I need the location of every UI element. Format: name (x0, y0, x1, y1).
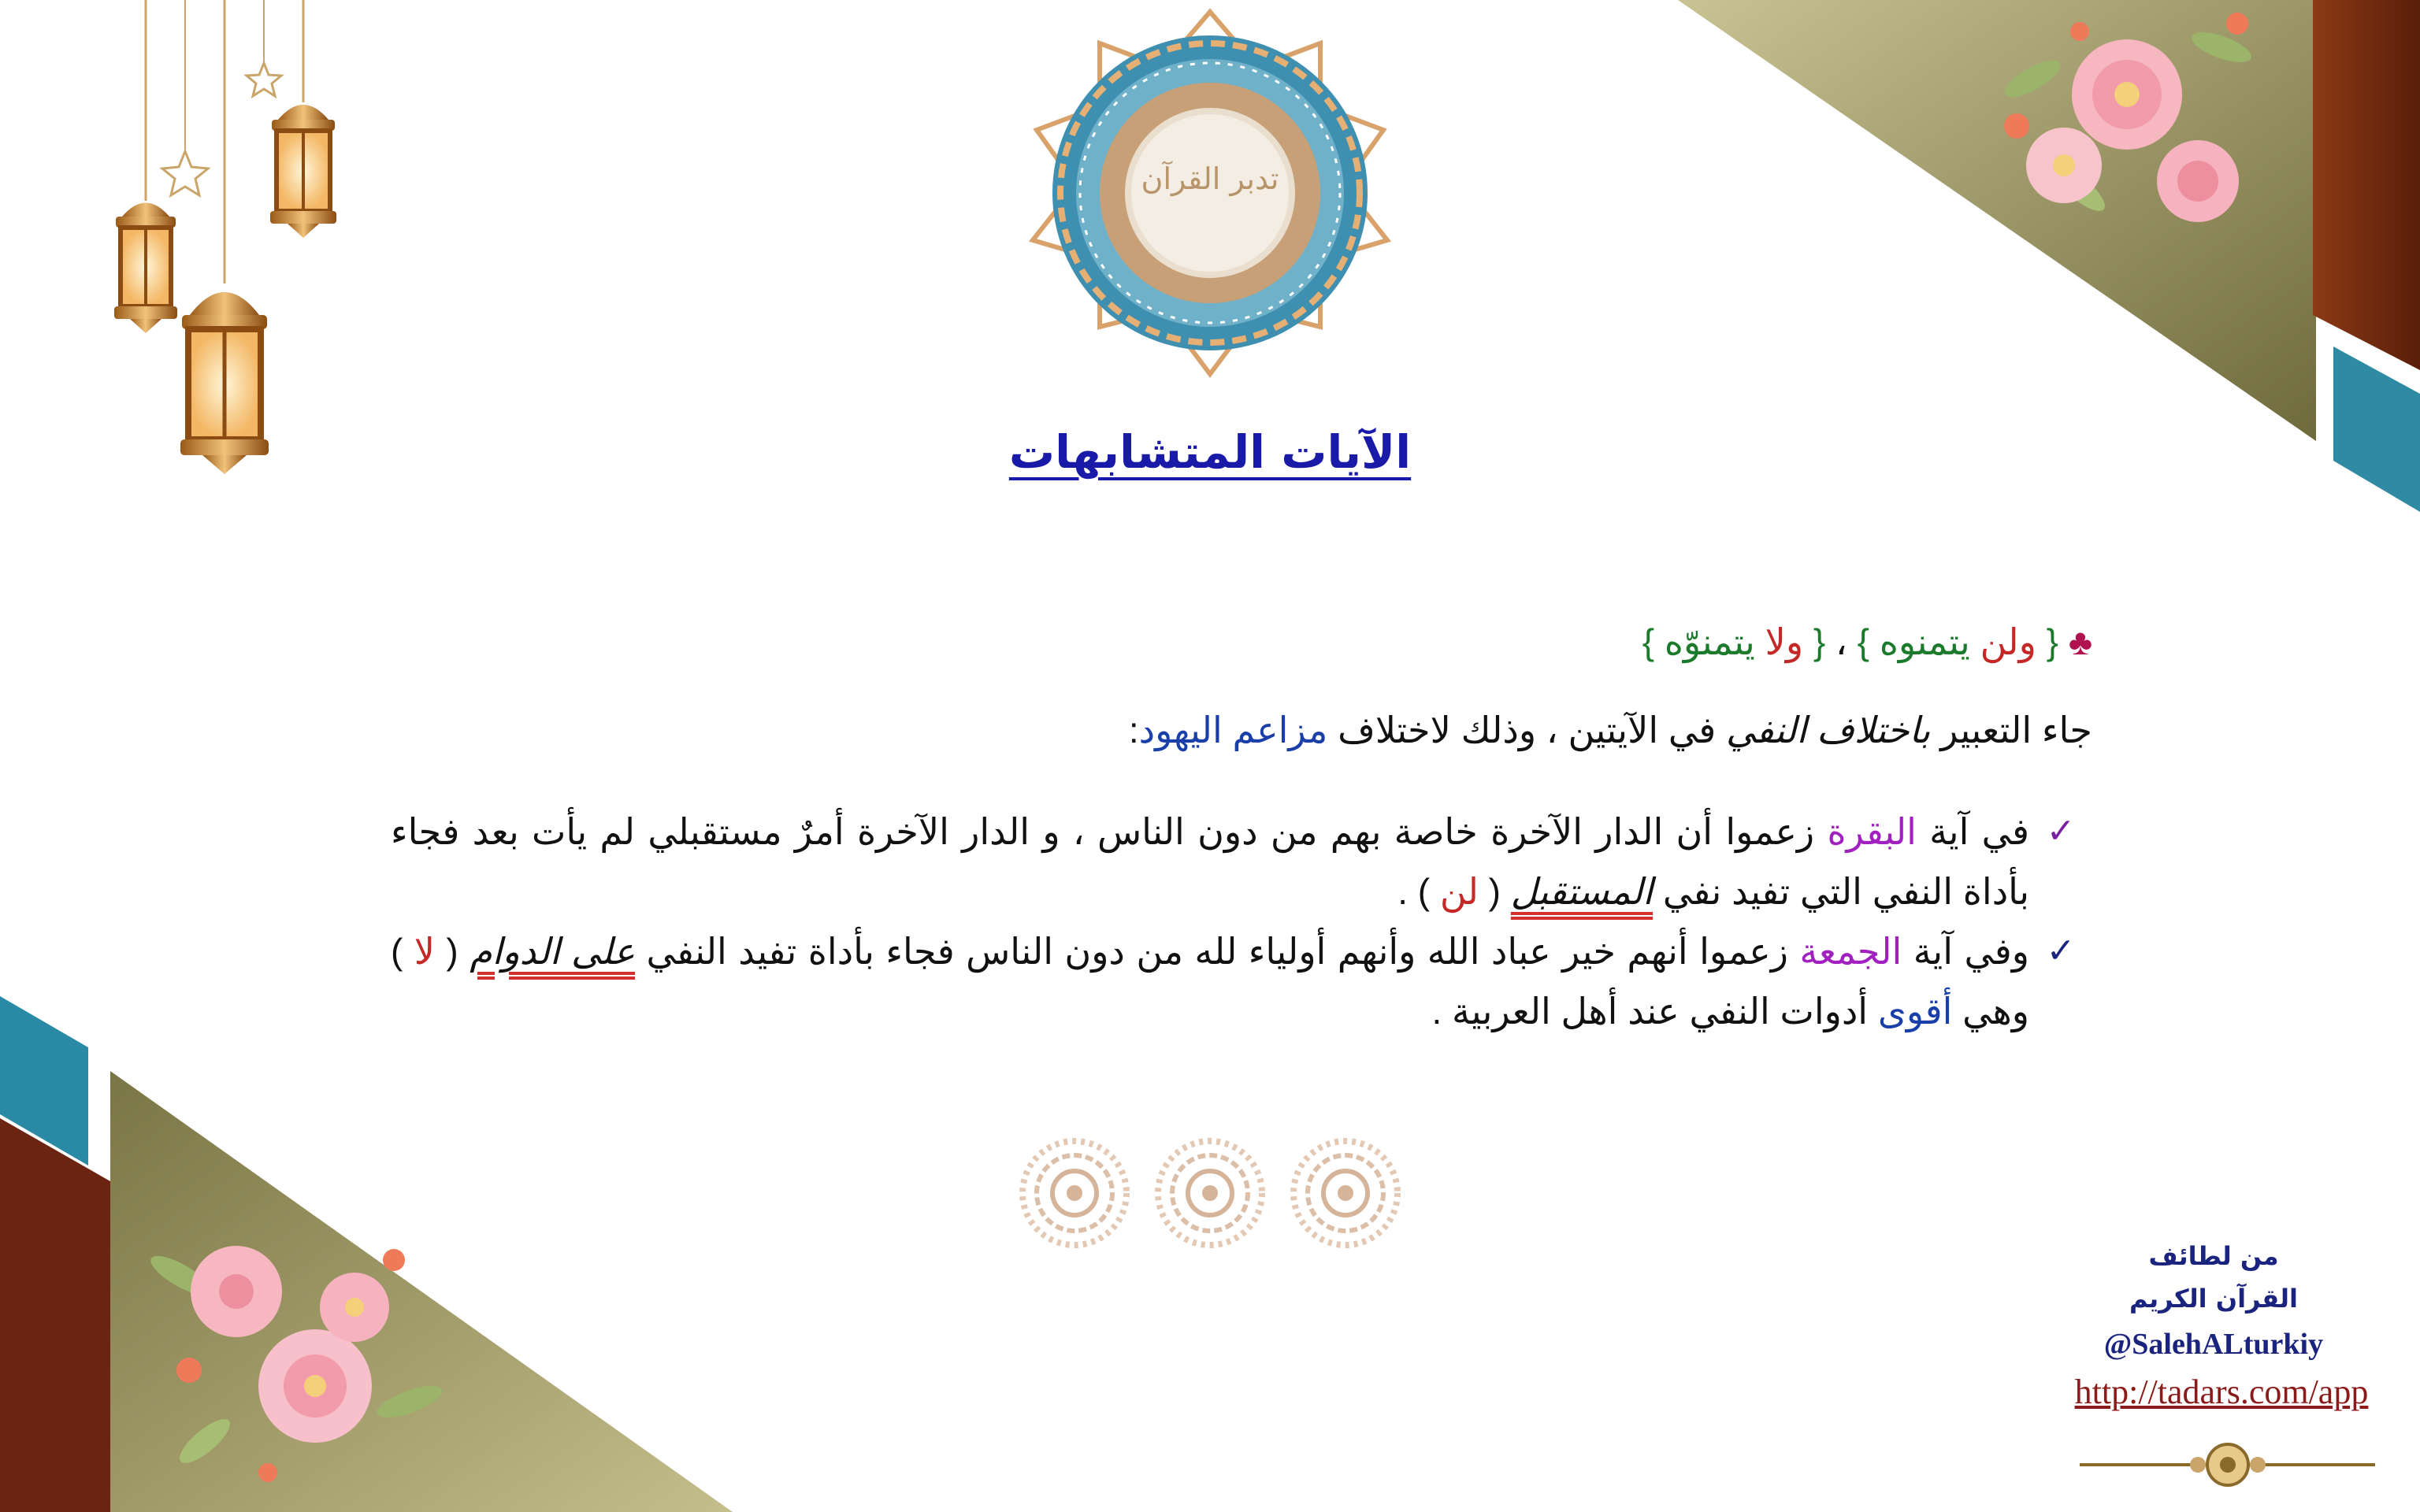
bullet-item (299, 802, 2092, 921)
website-link[interactable]: http://tadars.com/app (2074, 1373, 2369, 1411)
underlined-term: المستقبل (1510, 871, 1654, 912)
verse-open-2: { (1803, 621, 1826, 662)
credit-line-2: القرآن الكريم (2129, 1284, 2298, 1314)
negation-tool: لن (1439, 871, 1479, 912)
bullet-item (299, 921, 2092, 1041)
verse-open-1: { (2036, 621, 2059, 662)
intro-italic: باختلاف النفي (1726, 710, 1931, 750)
bullet-text (391, 802, 2029, 921)
twitter-handle: @SalehALturkiy (2103, 1328, 2324, 1361)
verse-keyword-1: ولن (1980, 621, 2036, 662)
intro-part-1: جاء التعبير (1930, 710, 2092, 750)
negation-tool: لا (414, 931, 435, 972)
right-teal-accent (2333, 346, 2420, 512)
divider-ornament (2080, 1444, 2375, 1485)
sura-name: الجمعة (1799, 931, 1902, 972)
club-icon: ♣ (2068, 621, 2092, 662)
verse-separator: ، (1825, 621, 1858, 662)
bullet-text-part: ) وهي (391, 931, 2029, 1032)
intro-part-2: في الآيتين ، وذلك لاختلاف (1327, 710, 1726, 750)
title-container (974, 425, 1446, 479)
intro-end: : (1128, 710, 1139, 750)
emphasis-word: أقوى (1877, 991, 1953, 1032)
content-panel (299, 598, 2092, 1040)
credit-line-1: من لطائف (2148, 1241, 2279, 1271)
underlined-term: على الدوام (470, 931, 636, 972)
emblem-text: تدبر القرآن (1141, 161, 1279, 196)
ornament-row (1023, 1141, 1397, 1245)
bullet-text-part: ( (1478, 871, 1511, 912)
corner-triangle-top-right (1678, 0, 2316, 441)
bullet-text-part: في آية (1916, 811, 2029, 852)
intro-line (1129, 709, 2092, 751)
credit-block (2056, 1236, 2371, 1366)
checkmark-icon: ✓ (2046, 812, 2076, 850)
bullet-text-part: ( (435, 931, 470, 972)
checkmark-icon: ✓ (2046, 932, 2076, 970)
page-title: الآيات المتشابهات (1008, 425, 1412, 479)
bullet-text-part: ) . (1397, 871, 1440, 912)
verses-line (1642, 621, 2092, 663)
bullet-text (391, 921, 2029, 1041)
left-brown-band (0, 1118, 110, 1512)
bullet-text-part: أدوات النفي عند أهل العربية . (1431, 991, 1878, 1032)
bullet-text-part: وفي آية (1902, 931, 2029, 972)
lanterns-decoration (114, 0, 336, 474)
verse-rest-1: يتمنوه } (1857, 621, 1980, 662)
intro-highlight: مزاعم اليهود (1138, 710, 1328, 750)
bullet-list (299, 802, 2092, 1041)
right-brown-band (2313, 0, 2420, 370)
verse-rest-2: يتمنوّه } (1642, 621, 1765, 662)
verse-keyword-2: ولا (1765, 621, 1804, 662)
sura-name: البقرة (1827, 811, 1917, 852)
bullet-text-part: زعموا أنهم خير عباد الله وأنهم أولياء لله من دون الناس فجاء بأداة تفيد النفي (635, 931, 1800, 972)
bullet-text-part: زعموا أن الدار الآخرة خاصة بهم من دون الناس ، و الدار الآخرة أمرٌ مستقبلي لم يأت بعد فجاء بأداة النفي التي تفيد نفي (391, 811, 2029, 912)
